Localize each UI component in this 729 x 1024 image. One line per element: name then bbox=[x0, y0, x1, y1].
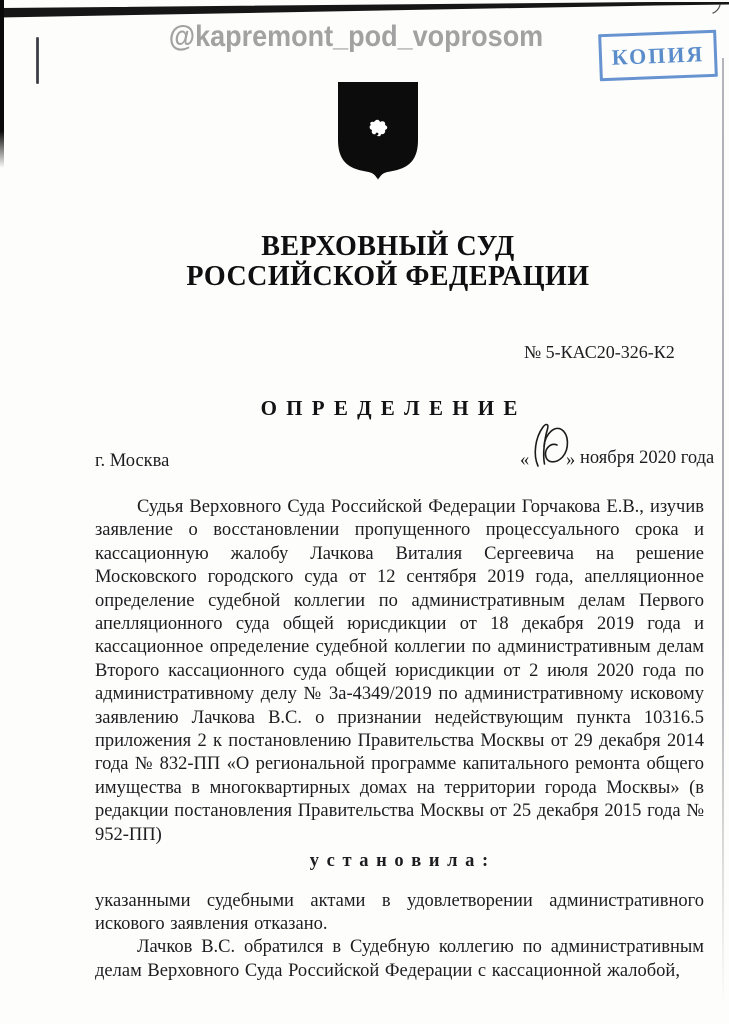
copy-stamp-label: КОПИЯ bbox=[611, 40, 705, 70]
open-guillemet: « bbox=[520, 450, 530, 470]
close-guillemet: » bbox=[566, 450, 576, 470]
paragraph-intro: Судья Верховного Суда Российской Федерации Горчакова Е.В., изучив заявление о восстановлении пропущенного процессуального срока и кассационную жалобу Лачкова Виталия Сергеевича на решение Московского городского суда от 12 сентября 2019 года, апелляционное определение судебной коллегии по административным делам Первого апелляционного суда общей юрисдикции от 18 декабря 2019 года и кассационное определение судебной коллегии по административным делам Второго кассационного суда общей юрисдикции от 2 июля 2020 года по административному делу № 3а-4349/2019 по административному исковому заявлению Лачкова В.С. о признании недействующим пункта 10316.5 приложения 2 к постановлению Правительства Москвы от 29 декабря 2014 года № 832-ПП «О региональной программе капитального ремонта общего имущества в многоквартирных домах на территории города Москвы» (в редакции постановления Правительства Москвы от 25 декабря 2015 года № 952-ПП) bbox=[95, 497, 704, 845]
paragraph-appeal: Лачков В.С. обратился в Судебную коллегию по административным делам Верховного Суда Российской Федерации с кассационной жалобой, bbox=[95, 937, 704, 981]
document-body bbox=[95, 496, 704, 983]
court-name-line1: ВЕРХОВНЫЙ СУД bbox=[261, 231, 515, 262]
scan-edge-top-artifact bbox=[0, 0, 729, 22]
place-line: г. Москва bbox=[95, 451, 170, 471]
date-text: ноября 2020 года bbox=[580, 448, 715, 468]
case-number: № 5-КАС20-326-К2 bbox=[524, 342, 675, 362]
scan-edge-right-artifact bbox=[722, 58, 724, 1008]
scan-corner-mark bbox=[711, 4, 723, 16]
staple-mark bbox=[36, 37, 39, 84]
document-title: О П Р Е Д Е Л Е Н И Е bbox=[260, 396, 520, 420]
copy-stamp bbox=[598, 30, 718, 81]
shield-icon bbox=[338, 82, 418, 180]
handwritten-day-mark bbox=[528, 422, 570, 470]
court-name bbox=[0, 232, 729, 292]
coat-of-arms-emblem bbox=[338, 82, 418, 180]
watermark: @kapremont_pod_voprosom bbox=[168, 20, 544, 53]
court-name-line2: РОССИЙСКОЙ ФЕДЕРАЦИИ bbox=[186, 261, 590, 292]
scan-edge-left-artifact bbox=[0, 0, 4, 168]
date-line bbox=[520, 422, 720, 474]
resolution-word: у с т а н о в и л а : bbox=[309, 851, 490, 872]
paragraph-outcome: указанными судебными актами в удовлетворении административного искового заявления отказано. bbox=[95, 890, 704, 934]
